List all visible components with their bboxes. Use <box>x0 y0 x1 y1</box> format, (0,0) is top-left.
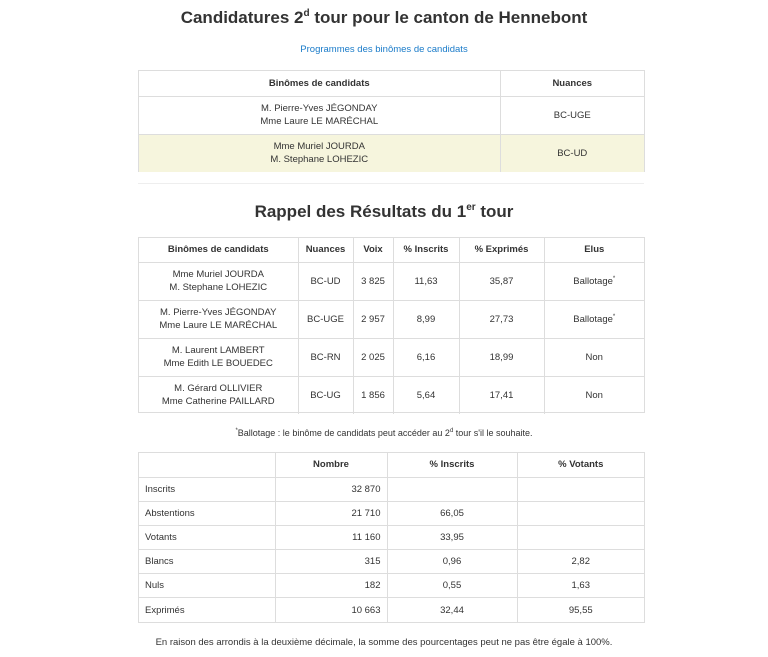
row-label: Abstentions <box>139 501 275 525</box>
programmes-link[interactable]: Programmes des binômes de candidats <box>300 44 468 55</box>
exprimes-cell: 18,99 <box>459 338 544 376</box>
nombre-cell: 10 663 <box>275 598 387 622</box>
table-row <box>139 300 644 338</box>
header-voix: Voix <box>353 238 393 262</box>
header-nuances: Nuances <box>500 71 644 96</box>
title-sup: d <box>303 8 310 19</box>
inscrits-cell: 0,96 <box>387 550 517 574</box>
nombre-cell: 11 160 <box>275 525 387 549</box>
first-round-results-table <box>138 237 645 413</box>
candidates-cell <box>139 376 298 414</box>
candidate-name: Mme Catherine PAILLARD <box>161 396 275 408</box>
header-votants: % Votants <box>517 453 644 477</box>
elus-cell <box>544 338 644 376</box>
nuance-cell: BC-UD <box>298 262 353 300</box>
elus-value: Ballotage <box>573 275 613 287</box>
header-nuances: Nuances <box>298 238 353 262</box>
nombre-cell: 21 710 <box>275 501 387 525</box>
nombre-cell: 182 <box>275 574 387 598</box>
title-text: Rappel des Résultats du 1 <box>254 202 467 221</box>
footnote-marker: * <box>612 275 616 282</box>
elus-value: Ballotage <box>573 313 613 325</box>
table-header-row <box>139 453 644 477</box>
candidate-name: M. Stephane LOHEZIC <box>169 282 268 293</box>
elus-value: Non <box>585 351 603 363</box>
elus-cell <box>544 376 644 414</box>
header-inscrits: % Inscrits <box>387 453 517 477</box>
row-label: Inscrits <box>139 477 275 501</box>
elus-cell <box>544 262 644 300</box>
candidates-cell <box>139 300 298 338</box>
inscrits-cell: 11,63 <box>393 262 459 300</box>
exprimes-cell: 35,87 <box>459 262 544 300</box>
inscrits-cell: 66,05 <box>387 501 517 525</box>
votants-cell <box>517 477 644 501</box>
nuance-cell: BC-RN <box>298 338 353 376</box>
inscrits-cell: 5,64 <box>393 376 459 414</box>
table-header-row <box>139 238 644 262</box>
table-row <box>139 96 644 134</box>
footnote-marker: * <box>612 313 616 320</box>
nombre-cell: 32 870 <box>275 477 387 501</box>
table-row <box>139 477 644 501</box>
nombre-cell: 315 <box>275 550 387 574</box>
table-header-row <box>139 71 644 96</box>
table-row <box>139 262 644 300</box>
table-row <box>139 134 644 172</box>
row-label: Blancs <box>139 550 275 574</box>
votants-cell: 95,55 <box>517 598 644 622</box>
votants-cell <box>517 501 644 525</box>
inscrits-cell: 32,44 <box>387 598 517 622</box>
title-first-round-results <box>0 202 768 222</box>
voix-cell: 2 957 <box>353 300 393 338</box>
note-sup: d <box>449 428 454 434</box>
turnout-table <box>138 452 645 623</box>
ballotage-note <box>0 428 768 438</box>
candidates-cell <box>139 134 500 172</box>
section-divider <box>138 183 644 184</box>
candidates-cell <box>139 338 298 376</box>
votants-cell: 2,82 <box>517 550 644 574</box>
voix-cell: 1 856 <box>353 376 393 414</box>
candidates-cell <box>139 262 298 300</box>
row-label: Nuls <box>139 574 275 598</box>
rounding-footnote: En raison des arrondis à la deuxième décimale, la somme des pourcentages peut ne pas être égale à 100%. <box>155 637 613 648</box>
title-text-rest: tour <box>475 202 514 221</box>
candidate-name: M. Pierre-Yves JÉGONDAY <box>160 307 277 318</box>
exprimes-cell: 17,41 <box>459 376 544 414</box>
nuance-cell: BC-UD <box>500 134 644 172</box>
nuance-cell: BC-UGE <box>298 300 353 338</box>
title-text: Candidatures 2 <box>180 8 304 27</box>
header-inscrits: % Inscrits <box>393 238 459 262</box>
elus-cell <box>544 300 644 338</box>
table-row <box>139 550 644 574</box>
row-label: Votants <box>139 525 275 549</box>
title-second-round <box>0 8 768 28</box>
inscrits-cell: 8,99 <box>393 300 459 338</box>
title-text-rest: tour pour le canton de Hennebont <box>309 8 588 27</box>
candidate-name: M. Gérard OLLIVIER <box>174 383 263 395</box>
header-elus: Elus <box>544 238 644 262</box>
voix-cell: 3 825 <box>353 262 393 300</box>
candidate-name: M. Stephane LOHEZIC <box>270 154 369 166</box>
candidate-name: Mme Muriel JOURDA <box>172 269 264 280</box>
candidates-table <box>138 70 645 172</box>
nuance-cell: BC-UGE <box>500 96 644 134</box>
footnote-marker: * <box>235 428 238 434</box>
table-row <box>139 376 644 414</box>
note-text-rest: tour s'il le souhaite. <box>453 428 533 438</box>
votants-cell: 1,63 <box>517 574 644 598</box>
candidate-name: M. Laurent LAMBERT <box>171 345 265 356</box>
note-text: Ballotage : le binôme de candidats peut accéder au 2 <box>237 428 450 438</box>
exprimes-cell: 27,73 <box>459 300 544 338</box>
table-row <box>139 525 644 549</box>
elus-value: Non <box>585 389 603 401</box>
inscrits-cell: 6,16 <box>393 338 459 376</box>
inscrits-cell <box>387 477 517 501</box>
nuance-cell: BC-UG <box>298 376 353 414</box>
candidate-name: Mme Laure LE MARÉCHAL <box>159 320 278 331</box>
header-empty <box>139 453 275 477</box>
candidate-name: M. Pierre-Yves JÉGONDAY <box>261 103 378 114</box>
voix-cell: 2 025 <box>353 338 393 376</box>
header-exprimes: % Exprimés <box>459 238 544 262</box>
candidate-name: Mme Edith LE BOUEDEC <box>163 358 273 369</box>
candidate-name: Mme Laure LE MARÉCHAL <box>260 116 379 127</box>
votants-cell <box>517 525 644 549</box>
row-label: Exprimés <box>139 598 275 622</box>
title-sup: er <box>466 202 476 213</box>
inscrits-cell: 33,95 <box>387 525 517 549</box>
header-binomes: Binômes de candidats <box>139 238 298 262</box>
table-row <box>139 338 644 376</box>
header-nombre: Nombre <box>275 453 387 477</box>
table-row <box>139 501 644 525</box>
candidates-cell <box>139 96 500 134</box>
header-binomes: Binômes de candidats <box>139 71 500 96</box>
table-row <box>139 574 644 598</box>
table-row <box>139 598 644 622</box>
inscrits-cell: 0,55 <box>387 574 517 598</box>
candidate-name: Mme Muriel JOURDA <box>273 141 365 153</box>
